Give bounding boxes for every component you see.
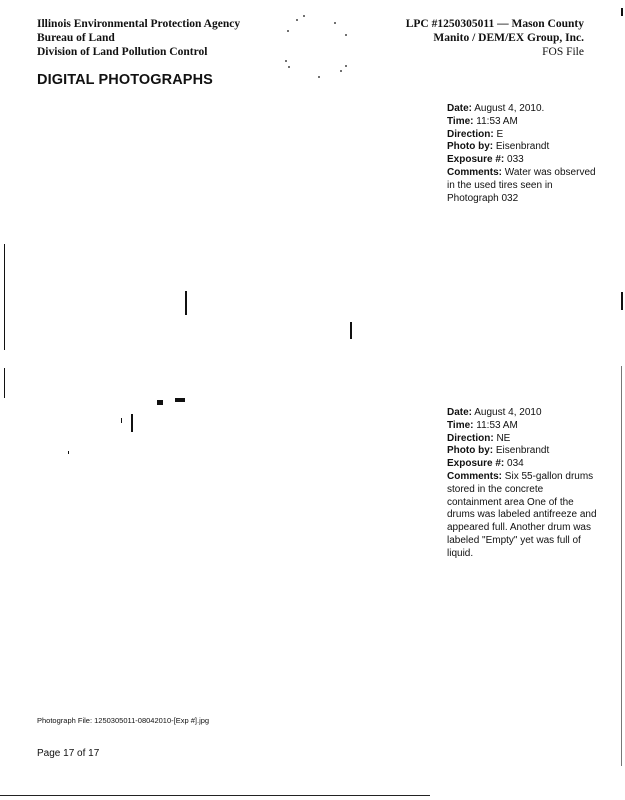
photo-033-details xyxy=(447,103,597,205)
comments-row: Comments: Water was observed in the used tires seen in Photograph 032 xyxy=(447,166,596,204)
bureau-name: Bureau of Land xyxy=(37,32,115,44)
page-number: Page 17 of 17 xyxy=(37,748,100,759)
date-row: Date: August 4, 2010 xyxy=(447,407,542,418)
page-title: DIGITAL PHOTOGRAPHS xyxy=(37,72,213,88)
agency-name: Illinois Environmental Protection Agency xyxy=(37,18,241,30)
photographer-row: Photo by: Eisenbrandt xyxy=(447,141,550,153)
agency-header xyxy=(37,17,240,59)
division-name: Division of Land Pollution Control xyxy=(37,46,208,58)
comments-row: Comments: Six 55-gallon drums stored in the concrete containment area One of the drums was labeled antifreeze and appeared full. Another drum was labeled "Empty" yet was full of liquid. xyxy=(447,470,597,559)
exposure-row: Exposure #: 033 xyxy=(447,154,524,166)
lpc-number: LPC #1250305011 — Mason County xyxy=(405,18,584,30)
direction-row: Direction: NE xyxy=(447,432,511,444)
site-owner: Manito / DEM/EX Group, Inc. xyxy=(433,32,584,44)
exposure-row: Exposure #: 034 xyxy=(447,458,524,470)
time-row: Time: 11:53 AM xyxy=(447,419,518,431)
photograph-file-name: Photograph File: 1250305011-08042010-[Exp #].jpg xyxy=(37,716,210,725)
date-row: Date: August 4, 2010. xyxy=(447,103,545,114)
photographer-row: Photo by: Eisenbrandt xyxy=(447,445,550,457)
file-type: FOS File xyxy=(542,46,584,58)
photo-034-details xyxy=(447,407,597,561)
time-row: Time: 11:53 AM xyxy=(447,115,518,127)
bottom-rule xyxy=(0,795,430,796)
direction-row: Direction: E xyxy=(447,128,504,140)
site-header xyxy=(406,17,584,59)
